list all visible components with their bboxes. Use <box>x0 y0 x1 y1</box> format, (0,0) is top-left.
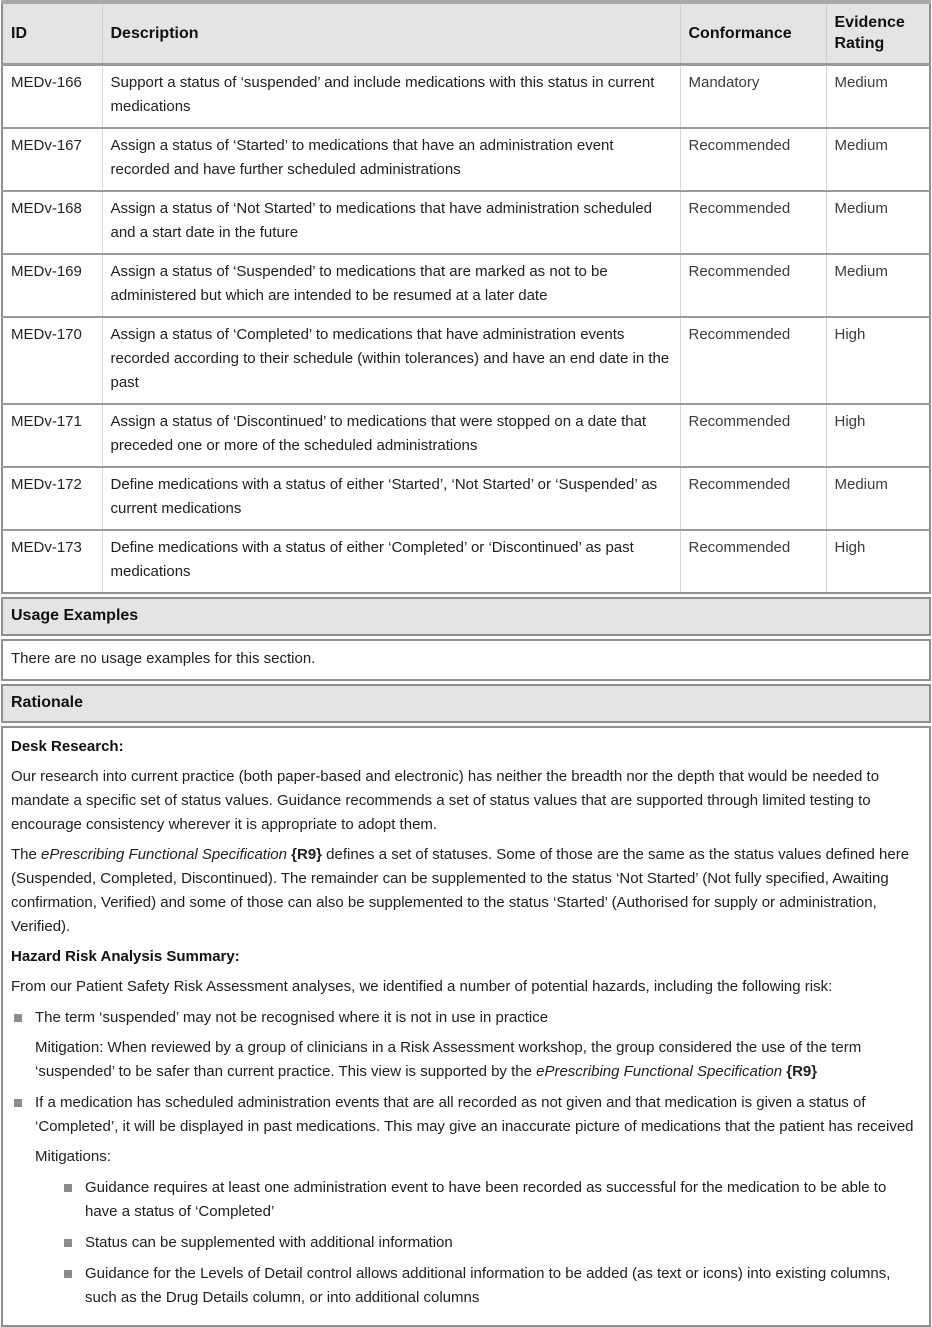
usage-examples-body <box>1 639 931 681</box>
table-row <box>2 191 930 254</box>
requirement-id: MEDv-170 <box>2 317 102 404</box>
table-row <box>2 404 930 467</box>
conformance-value: Recommended <box>680 254 826 317</box>
requirement-description: Assign a status of ‘Completed’ to medications that have administration events recorded according to their schedule (within tolerances) and have an end date in the past <box>102 317 680 404</box>
requirement-id: MEDv-166 <box>11 73 82 91</box>
mitigation-sub-bullet-3-text: Guidance for the Levels of Detail control allows additional information to be added (as text or icons) into existing columns, such as the Drug Details column, or into additional columns <box>85 1264 891 1306</box>
evidence-rating-value: Medium <box>826 467 930 530</box>
requirement-id: MEDv-171 <box>2 404 102 467</box>
conformance-value: Recommended <box>680 317 826 404</box>
evidence-rating-value: High <box>826 317 930 404</box>
requirement-id: MEDv-173 <box>2 530 102 593</box>
bullet-square-icon <box>14 1099 22 1107</box>
table-row <box>2 467 930 530</box>
table-row <box>2 64 930 128</box>
requirement-id: MEDv-172 <box>2 467 102 530</box>
mitigation-sub-bullet-3 <box>61 1262 921 1310</box>
bullet-square-icon <box>14 1014 22 1022</box>
conformance-value: Recommended <box>680 467 826 530</box>
desk-research-paragraph-1: Our research into current practice (both paper-based and electronic) has neither the breadth nor the depth that would be needed to mandate a specific set of status values. Guidance recommends a set of status values that are supported through limited testing to encourage consistency wherever it is appropriate to adopt them. <box>11 767 880 833</box>
requirement-description: Support a status of ‘suspended’ and include medications with this status in current medications <box>102 64 680 128</box>
evidence-rating-value: High <box>826 404 930 467</box>
requirement-id: MEDv-169 <box>2 254 102 317</box>
hazard-bullet-2 <box>11 1091 921 1310</box>
bullet-square-icon <box>64 1184 72 1192</box>
hazard-bullet-1 <box>11 1006 921 1084</box>
mitigation-sub-bullet-2 <box>61 1231 921 1255</box>
hazard-risk-heading: Hazard Risk Analysis Summary: <box>11 947 240 965</box>
evidence-rating-value: High <box>826 530 930 593</box>
hazard-risk-intro: From our Patient Safety Risk Assessment analyses, we identified a number of potential hazards, including the following risk: <box>11 977 833 995</box>
mitigations-label: Mitigations: <box>35 1147 111 1165</box>
conformance-value: Mandatory <box>680 64 826 128</box>
bullet-square-icon <box>64 1239 72 1247</box>
table-header-row <box>2 2 930 64</box>
evidence-rating-value: Medium <box>826 128 930 191</box>
hazard-bullet-2-text: If a medication has scheduled administration events that are all recorded as not given and that medication is given a status of ‘Completed’, it will be displayed in past medications. This may give an inaccurate picture of medications that the patient has received <box>35 1093 914 1135</box>
table-row <box>2 254 930 317</box>
desk-research-heading: Desk Research: <box>11 737 124 755</box>
requirement-description: Assign a status of ‘Started’ to medications that have an administration event recorded and have further scheduled administrations <box>102 128 680 191</box>
requirement-description: Assign a status of ‘Discontinued’ to medications that were stopped on a date that preceded one or more of the scheduled administrations <box>102 404 680 467</box>
section-header-usage-examples: Usage Examples <box>1 597 931 636</box>
evidence-rating-value: Medium <box>826 254 930 317</box>
section-header-rationale: Rationale <box>1 684 931 723</box>
requirement-id: MEDv-167 <box>2 128 102 191</box>
table-row <box>2 128 930 191</box>
table-row <box>2 317 930 404</box>
mitigation-sub-bullet-1-text: Guidance requires at least one administration event to have been recorded as successful for the medication to be able to have a status of ‘Completed’ <box>85 1178 887 1220</box>
requirement-description: Define medications with a status of either ‘Started’, ‘Not Started’ or ‘Suspended’ as current medications <box>102 467 680 530</box>
conformance-value: Recommended <box>680 530 826 593</box>
column-header-description: Description <box>102 2 680 64</box>
evidence-rating-value: Medium <box>826 64 930 128</box>
mitigation-sub-bullets <box>61 1176 921 1310</box>
hazard-bullet-1-mitigation: Mitigation: When reviewed by a group of clinicians in a Risk Assessment workshop, the group considered the use of the term ‘suspended’ to be safer than current practice. This view is supported by the ePrescribing Functional Specification {R9} <box>35 1038 862 1080</box>
table-row <box>2 530 930 593</box>
requirements-table <box>1 0 931 594</box>
requirement-description: Define medications with a status of either ‘Completed’ or ‘Discontinued’ as past medications <box>102 530 680 593</box>
column-header-conformance: Conformance <box>680 2 826 64</box>
mitigation-sub-bullet-2-text: Status can be supplemented with additional information <box>85 1233 453 1251</box>
requirement-description: Assign a status of ‘Suspended’ to medications that are marked as not to be administered but which are intended to be resumed at a later date <box>102 254 680 317</box>
conformance-value: Recommended <box>680 128 826 191</box>
evidence-rating-value: Medium <box>826 191 930 254</box>
rationale-body <box>1 726 931 1327</box>
bullet-square-icon <box>64 1270 72 1278</box>
requirement-id: MEDv-168 <box>2 191 102 254</box>
column-header-id: ID <box>2 2 102 64</box>
mitigation-sub-bullet-1 <box>61 1176 921 1224</box>
usage-examples-text: There are no usage examples for this section. <box>11 649 316 667</box>
desk-research-paragraph-2: The ePrescribing Functional Specification {R9} defines a set of statuses. Some of those are the same as the status values defined here (Suspended, Completed, Discontinued). The remainder can be supplemented to the status ‘Not Started’ (Not fully specified, Awaiting confirmation, Verified) and some of those can also be supplemented to the status ‘Started’ (Authorised for supply or administration, Verified). <box>11 845 910 935</box>
hazard-bullet-1-text: The term ‘suspended’ may not be recognised where it is not in use in practice <box>35 1008 549 1026</box>
column-header-evidence-rating: Evidence Rating <box>826 2 930 64</box>
conformance-value: Recommended <box>680 404 826 467</box>
requirement-description: Assign a status of ‘Not Started’ to medications that have administration scheduled and a start date in the future <box>102 191 680 254</box>
conformance-value: Recommended <box>680 191 826 254</box>
